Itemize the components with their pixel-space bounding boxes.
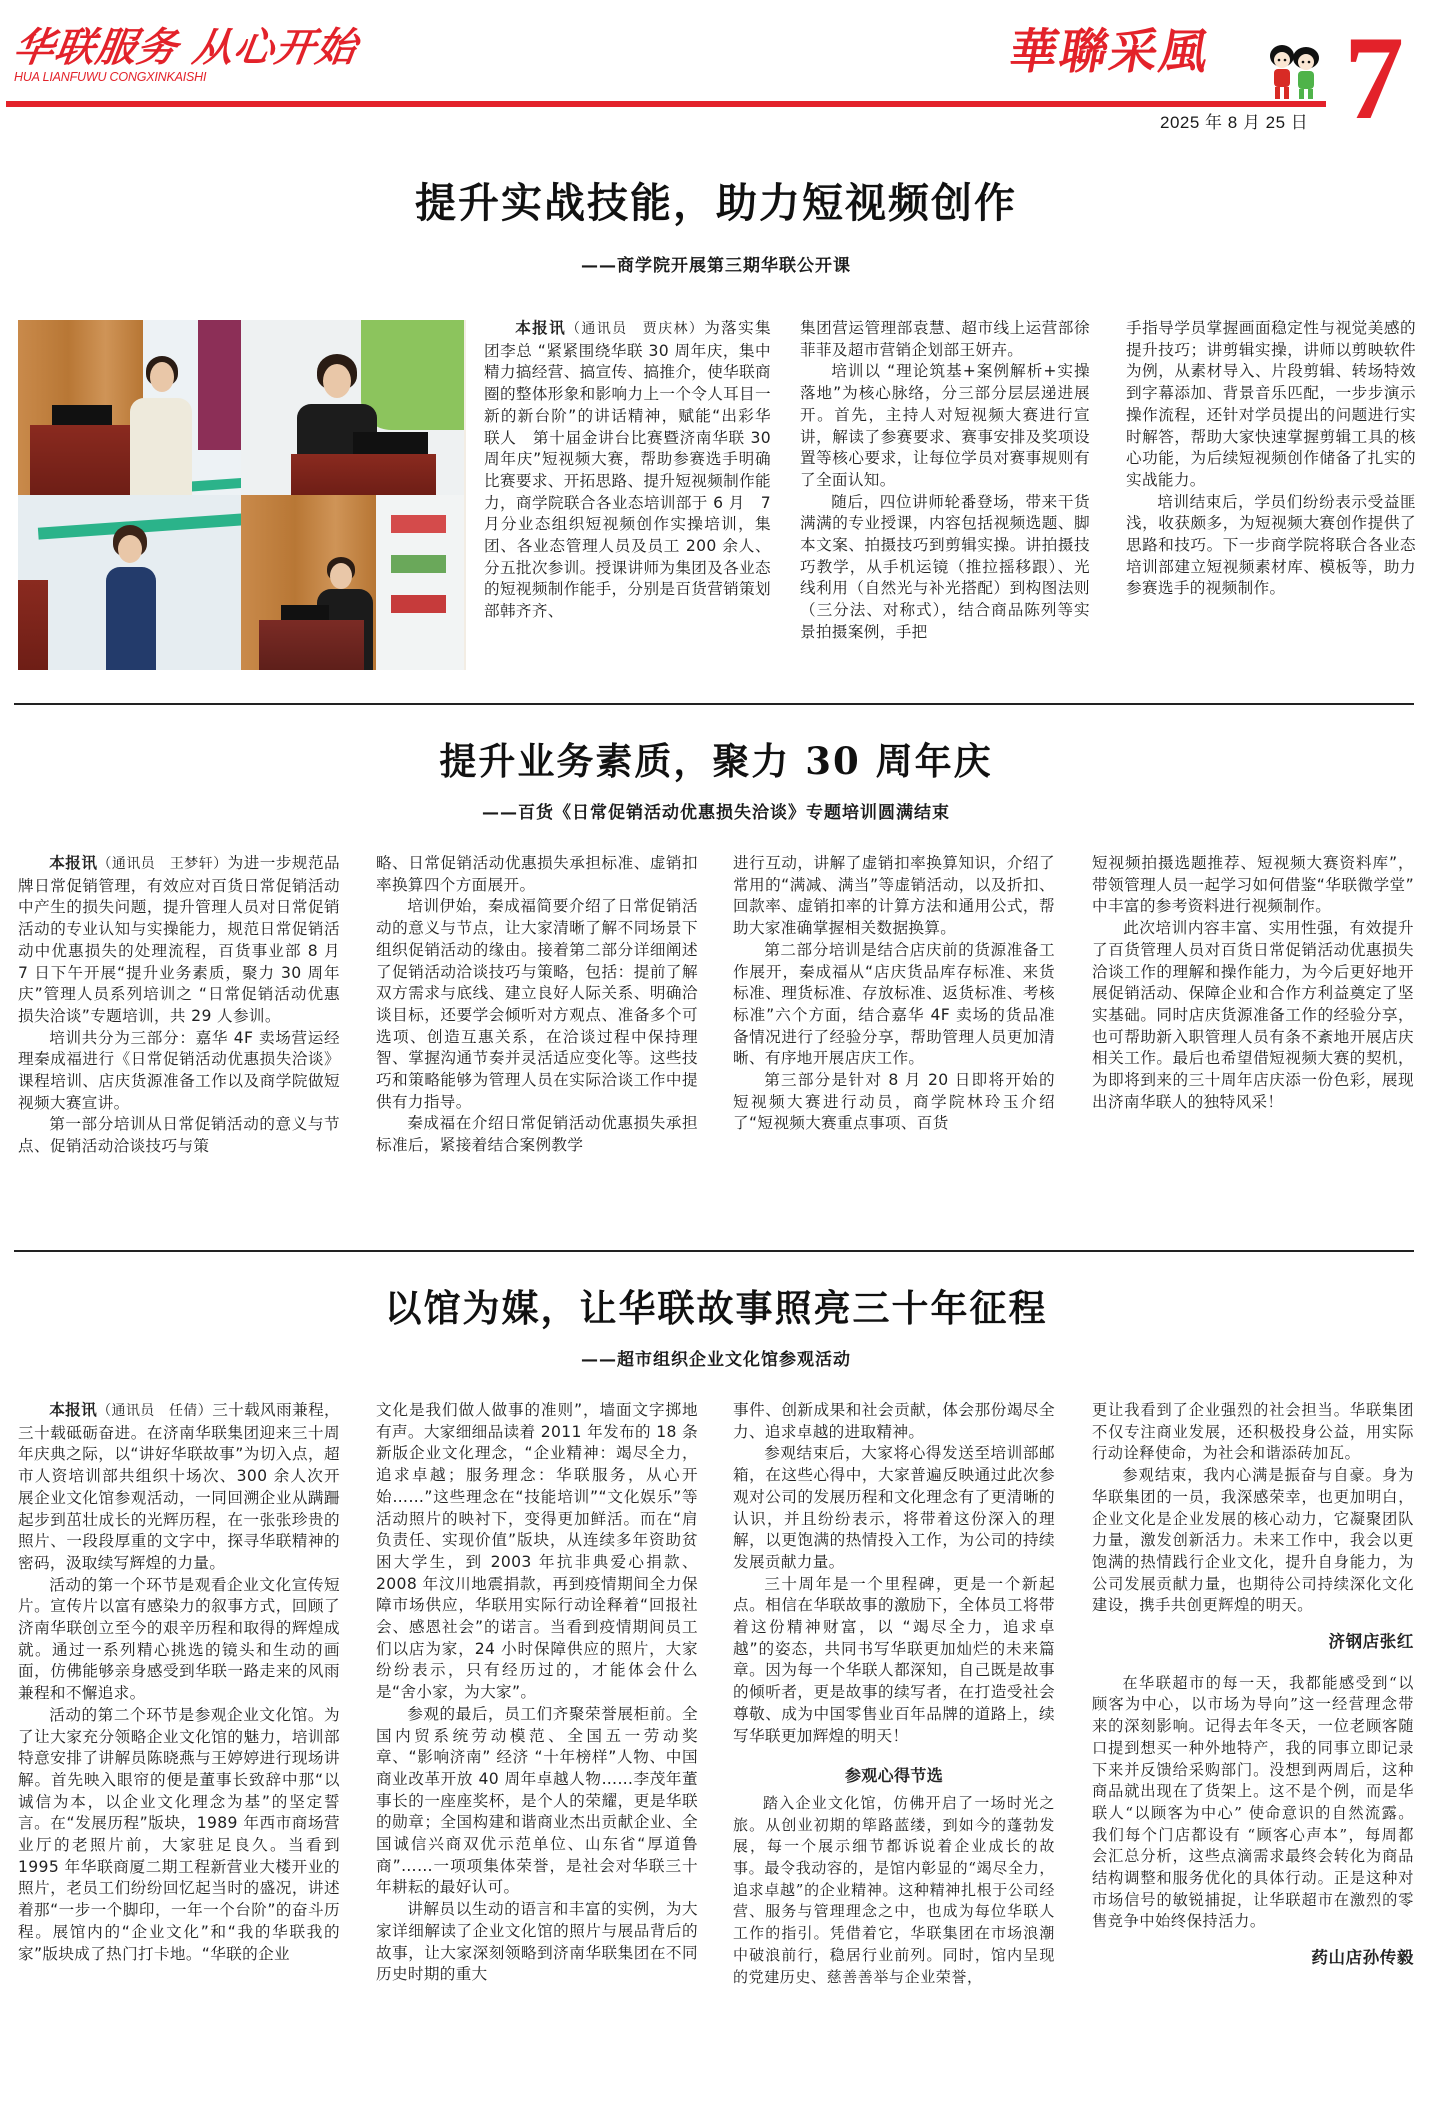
article-column (733, 853, 1055, 1135)
article-headline: 提升业务素质，聚力 30 周年庆 (439, 739, 993, 783)
paragraph: 在华联超市的每一天，我都能感受到“以顾客为中心，以市场为导向”这一经营理念带来的深刻影响。记得去年冬天，一位老顾客随口提到想买一种外地特产，我的同事立即记录下来并反馈给采购部门。没想到两周后，这种商品就出现在了货架上。这不是个例，而是华联人“以顾客为中心” 使命意识的自然流露。我们每个门店都设有 “顾客心声本”，每周都会汇总分析，这些点滴需求最终会转化为商品结构调整和服务优化的具体行动。正是这种对市场信号的敏锐捕捉，让华联超市在激烈的零售竞争中始终保持活力。 (1092, 1673, 1414, 1931)
paragraph: 此次培训内容丰富、实用性强，有效提升了百货管理人员对百货日常促销活动优惠损失洽谈工作的理解和操作能力，为今后更好地开展促销活动、保障企业和合作方利益奠定了坚实基础。同时店庆货源准备工作的经验分享，也可帮助新入职管理人员有条不紊地开展店庆相关工作。最后也希望借短视频大赛的契机，为即将到来的三十周年店庆添一份色彩，展现出济南华联人的独特风采！ (1092, 919, 1414, 1111)
page-number: 7 (1344, 11, 1404, 144)
article-column (1092, 1400, 1414, 1969)
article-column (18, 1400, 340, 1965)
slogan-chinese: 华联服务 从心开始 (10, 24, 361, 71)
article-column (18, 853, 340, 1158)
paragraph: 讲解员以生动的语言和丰富的实例，为大家详细解读了企业文化馆的照片与展品背后的故事，让大家深刻领略到济南华联集团在不同历史时期的重大 (376, 1900, 698, 1984)
paragraph: 参观的最后，员工们齐聚荣誉展柜前。全国内贸系统劳动模范、全国五一劳动奖章、“影响济南” 经济 “十年榜样”人物、中国商业改革开放 40 周年卓越人物……李茂年董事长的一座座奖杯，是个人的荣耀，更是华联的勋章；全国构建和谐商业杰出贡献企业、全国诚信兴商双优示范单位、山东省“厚道鲁商”……一项项集体荣誉，是社会对华联三十年耕耘的最好认可。 (376, 1704, 698, 1897)
paragraph: 培训结束后，学员们纷纷表示受益匪浅，收获颇多，为短视频大赛创作提供了思路和技巧。下一步商学院将联合各业态培训部建立短视频素材库、模板等，助力参赛选手的视频制作。 (1126, 492, 1416, 598)
issue-date: 2025 年 8 月 25 日 (1160, 113, 1309, 132)
article-column (733, 1400, 1055, 1988)
paragraph: 集团营运管理部袁慧、超市线上运营部徐菲菲及超市营销企划部王妍卉。 (800, 319, 1090, 359)
article-subhead: ——百货《日常促销活动优惠损失洽谈》专题培训圆满结束 (482, 803, 950, 823)
paragraph: 第一部分培训从日常促销活动的意义与节点、促销活动洽谈技巧与策 (18, 1115, 340, 1156)
paragraph: 进行互动，讲解了虚销扣率换算知识，介绍了常用的“满减、满当”等虚销活动，以及折扣、回款率、虚销扣率的计算方法和通用公式，帮助大家准确掌握相关数据换算。 (733, 854, 1055, 938)
article-column (1092, 853, 1414, 1113)
article-promotion-training (0, 703, 1432, 1243)
paragraph: 手指导学员掌握画面稳定性与视觉美感的提升技巧；讲剪辑实操，讲师以剪映软件为例，从素材导入、片段剪辑、转场特效到字幕添加、背景音乐匹配，一步步演示操作流程，还针对学员提出的问题进行实时解答，帮助大家快速掌握剪辑工具的核心功能，为后续短视频创作储备了扎实的实战能力。 (1126, 319, 1416, 489)
article-column (800, 318, 1090, 644)
paragraph: 活动的第一个环节是观看企业文化宣传短片。宣传片以富有感染力的叙事方式，回顾了济南华联创立至今的艰辛历程和取得的辉煌成就。通过一系列精心挑选的镜头和生动的画面，仿佛能够亲身感受到华联一路走来的风雨兼程和不懈追求。 (18, 1575, 340, 1703)
article-subhead: ——超市组织企业文化馆参观活动 (581, 1350, 851, 1370)
paragraph: 略、日常促销活动优惠损失承担标准、虚销扣率换算四个方面展开。 (376, 854, 698, 894)
training-photo-collage (18, 320, 466, 670)
article-subhead: ——商学院开展第三期华联公开课 (581, 256, 851, 276)
paragraph: 文化是我们做人做事的准则”，墙面文字掷地有声。大家细细品读着 2011 年发布的 18 条新版企业文化理念，“企业精神：竭尽全力，追求卓越；服务理念：华联服务，从心开始……”这些理念在“技能培训”“文化娱乐”等活动照片的映衬下，变得更加鲜活。而在“肩负责任、实现价值”版块，从连续多年资助贫困大学生，到 2003 年抗非典爱心捐款、2008 年汶川地震捐款，再到疫情期间全力保障市场供应，华联用实际行动诠释着“回报社会、感恩社会”的诺言。当看到疫情期间员工们以店为家，24 小时保障供应的照片，大家纷纷表示，只有经历过的，才能体会什么是“舍小家，为大家”。 (376, 1401, 699, 1702)
photo-speaker-4 (241, 495, 464, 670)
paragraph: 短视频拍摄选题推荐、短视频大赛资料库”，带领管理人员一起学习如何借鉴“华联微学堂” 中丰富的参考资料进行视频制作。 (1092, 854, 1414, 916)
article-column (484, 318, 771, 623)
paragraph: 培训以 “理论筑基+案例解析+实操落地”为核心脉络，分三部分层层递进展开。首先，主持人对短视频大赛进行宣讲，解读了参赛要求、赛事安排及奖项设置等核心要求，让每位学员对赛事规则有了全面认知。 (800, 362, 1090, 489)
article-column (1126, 318, 1416, 600)
photo-speaker-2 (241, 320, 464, 495)
article-culture-museum (0, 1250, 1432, 2101)
lead-paragraph: 本报讯（通讯员 任倩）三十载风雨兼程，三十载砥砺奋进。在济南华联集团迎来三十周年庆典之际，以“讲好华联故事”为切入点，超市人资培训部共组织十场次、300 余人次开展企业文化馆参观活动，一同回溯企业从蹒跚起步到茁壮成长的光辉历程，在一张张珍贵的照片、一段段厚重的文字中，探寻华联精神的密码，汲取续写辉煌的力量。 (18, 1401, 340, 1572)
excerpts-section-title: 参观心得节选 (844, 1766, 944, 1786)
paragraph: 活动的第二个环节是参观企业文化馆。为了让大家充分领略企业文化馆的魅力，培训部特意安排了讲解员陈晓燕与王婷婷进行现场讲解。首先映入眼帘的便是董事长致辞中那“以诚信为本，以企业文化理念为基”的坚定誓言。在“发展历程”版块，1989 年西市商场营业厅的老照片前，大家驻足良久。当看到 1995 年华联商厦二期工程新营业大楼开业的照片，老员工们纷纷回忆起当时的盛况，讲述着那“一步一个脚印，一年一个台阶”的奋斗历程。展馆内的“企业文化”和“我的华联我的家”版块成了热门打卡地。“华联的企业 (18, 1705, 340, 1963)
paragraph: 三十周年是一个里程碑，更是一个新起点。相信在华联故事的激励下，全体员工将带着这份精神财富，以 “竭尽全力，追求卓越”的姿态，共同书写华联更加灿烂的未来篇章。因为每一个华联人都深知，自己既是故事的倾听者，更是故事的续写者，在打造受社会尊敬、成为中国零售业百年品牌的道路上，续写华联更加辉煌的明天！ (733, 1574, 1055, 1745)
paragraph: 第二部分培训是结合店庆前的货源准备工作展开，秦成福从“店庆货品库存标准、来货标准、理货标准、存放标准、返货标准、考核标准”六个方面，结合嘉华 4F 卖场的货品准备情况进行了经验分享，帮助管理人员更加清晰、有序地开展店庆工作。 (733, 940, 1055, 1068)
article-short-video-training (0, 0, 1432, 700)
paragraph: 培训共分为三部分：嘉华 4F 卖场营运经理秦成福进行《日常促销活动优惠损失洽谈》课程培训、店庆货源准备工作以及商学院做短视频大赛宣讲。 (18, 1028, 340, 1112)
article-column (376, 1400, 698, 1986)
paragraph: 更让我看到了企业强烈的社会担当。华联集团不仅专注商业发展，还积极投身公益，用实际行动诠释使命，为社会和谐添砖加瓦。 (1092, 1401, 1414, 1463)
page-section-title: 華聯采風 (1005, 24, 1215, 80)
paragraph: 事件、创新成果和社会贡献，体会那份竭尽全力、追求卓越的进取精神。 (733, 1401, 1055, 1441)
paragraph: 培训伊始，秦成福简要介绍了日常促销活动的意义与节点，让大家清晰了解不同场景下组织促销活动的缘由。接着第二部分详细阐述了促销活动洽谈技巧与策略，包括：提前了解双方需求与底线、建立良好人际关系、明确洽谈目标，还要学会倾听对方观点、准备多个可选项、创造互惠关系，在洽谈过程中保持理智、掌握沟通节奏并灵活适应变化等。这些技巧和策略能够为管理人员在实际洽谈工作中提供有力指导。 (376, 897, 698, 1111)
photo-speaker-3 (18, 495, 241, 670)
lead-paragraph: 本报讯（通讯员 贾庆林）为落实集团李总 “紧紧围绕华联 30 周年庆，集中精力搞经营、搞宣传、搞推介，使华联商圈的整体形象和影响力上一个令人耳目一新的新台阶”的讲话精神，赋能“出彩华联人 第十届金讲台比赛暨济南华联 30 周年庆”短视频大赛，帮助参赛选手明确比赛要求、开拓思路、提升短视频制作能力，商学院联合各业态培训部于 6 月 7 月分业态组织短视频创作实操培训，集团、各业态管理人员及员工 200 余人、分五批次参训。授课讲师为集团及各业态的短视频制作能手，分别是百货营销策划部韩齐齐、 (484, 319, 771, 621)
article-column (376, 853, 698, 1157)
article-headline: 提升实战技能，助力短视频创作 (415, 179, 1017, 227)
author-signature: 济钢店张红 (1328, 1632, 1414, 1652)
paragraph: 随后，四位讲师轮番登场，带来干货满满的专业授课，内容包括视频选题、脚本文案、拍摄技巧到剪辑实操。讲拍摄技巧教学，从手机运镜（推拉摇移跟）、光线利用（自然光与补光搭配）到构图法则（三分法、对称式），结合商品陈列等实景拍摄案例，手把 (800, 492, 1090, 641)
article-headline: 以馆为媒，让华联故事照亮三十年征程 (384, 1286, 1048, 1330)
paragraph: 参观结束，我内心满是振奋与自豪。身为华联集团的一员，我深感荣幸，也更加明白，企业文化是企业发展的核心动力，它凝聚团队力量，激发创新活力。未来工作中，我会以更饱满的热情践行企业文化，提升自身能力，为公司发展贡献力量，也期待公司持续深化文化建设，携手共创更辉煌的明天。 (1092, 1466, 1414, 1615)
lead-paragraph: 本报讯（通讯员 王梦轩）为进一步规范品牌日常促销管理，有效应对百货日常促销活动中产生的损失问题，提升管理人员对日常促销活动的专业认知与实操能力，规范日常促销活动中优惠损失的处理流程，百货事业部 8 月 7 日下午开展“提升业务素质，聚力 30 周年庆”管理人员系列培训之 “日常促销活动优惠损失洽谈”专题培训，共 29 人参训。 (18, 854, 340, 1025)
slogan-pinyin: HUA LIANFUWU CONGXINKAISHI (14, 70, 207, 84)
author-signature: 药山店孙传毅 (1311, 1948, 1414, 1968)
paragraph: 秦成福在介绍日常促销活动优惠损失承担标准后，紧接着结合案例教学 (376, 1114, 698, 1155)
paragraph: 参观结束后，大家将心得发送至培训部邮箱，在这些心得中，大家普遍反映通过此次参观对公司的发展历程和文化理念有了更清晰的认识，并且纷纷表示，将带着这份深入的理解，以更饱满的热情投入工作，为公司的持续发展贡献力量。 (733, 1444, 1055, 1571)
excerpt-paragraph: 踏入企业文化馆，仿佛开启了一场时光之旅。从创业初期的筚路蓝缕，到如今的蓬勃发展，每一个展示细节都诉说着企业成长的故事。最令我动容的，是馆内彰显的“竭尽全力，追求卓越”的企业精神。这种精神扎根于公司经营、服务与管理理念之中，也成为每位华联人工作的指引。凭借着它，华联集团在市场浪潮中破浪前行，稳居行业前列。同时，馆内呈现的党建历史、慈善善举与企业荣誉， (733, 1793, 1055, 1986)
paragraph: 第三部分是针对 8 月 20 日即将开始的短视频大赛进行动员，商学院林玲玉介绍了“短视频大赛重点事项、百货 (733, 1071, 1055, 1133)
photo-speaker-1 (18, 320, 241, 495)
